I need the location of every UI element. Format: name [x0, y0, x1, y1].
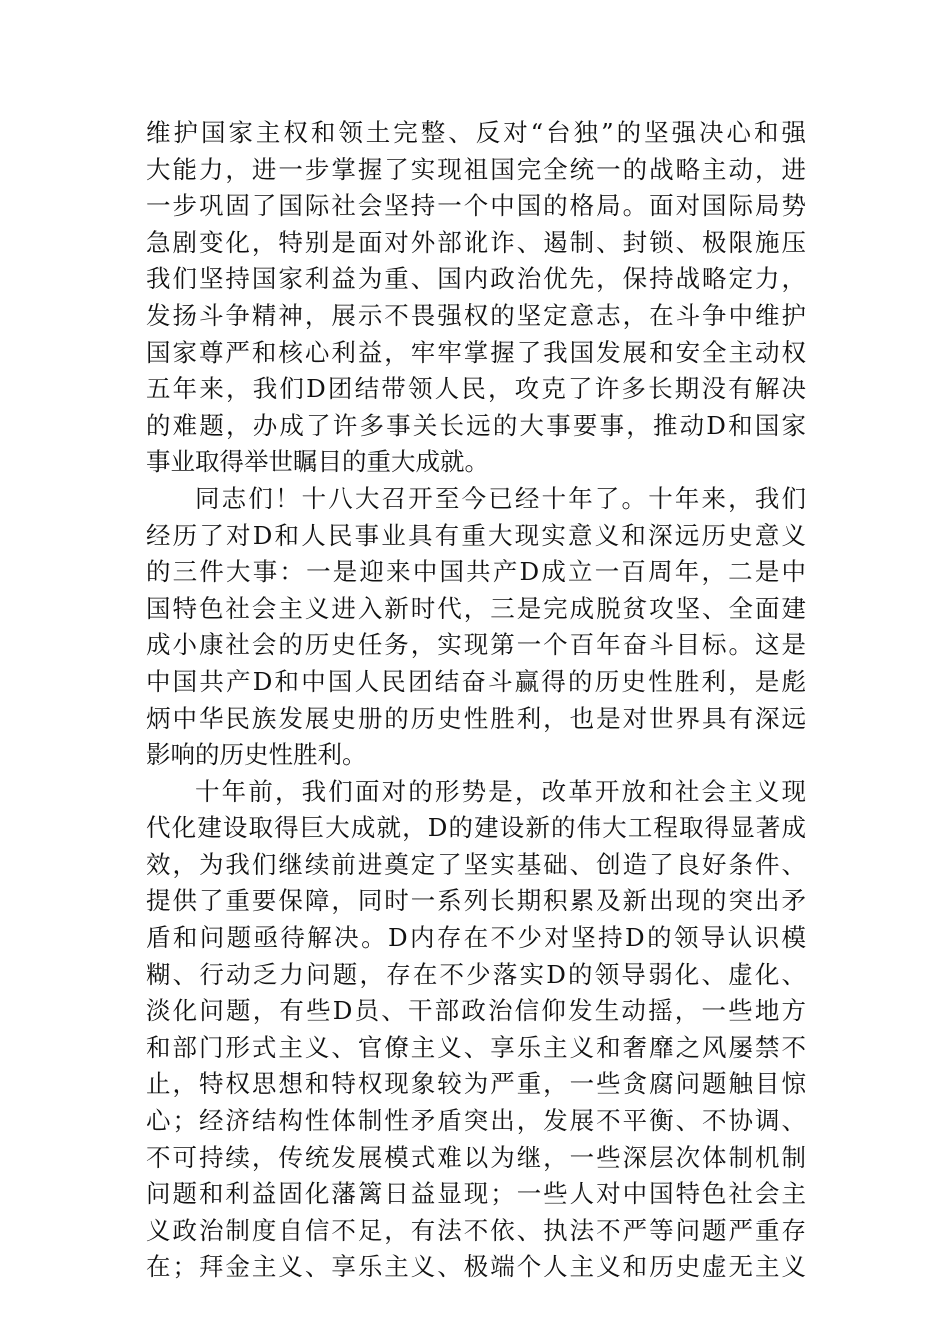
text-line: 中国共产D和中国人民团结奋斗赢得的历史性胜利，是彪	[146, 666, 806, 696]
paragraph-2	[146, 481, 806, 774]
text-line: 提供了重要保障，同时一系列长期积累及新出现的突出矛	[146, 886, 806, 916]
text-line: 和部门形式主义、官僚主义、享乐主义和奢靡之风屡禁不	[146, 1032, 806, 1062]
text-line: 同志们！十八大召开至今已经十年了。十年来，我们	[195, 483, 806, 513]
text-line: 十年前，我们面对的形势是，改革开放和社会主义现	[195, 776, 806, 806]
text-line: 心；经济结构性体制性矛盾突出，发展不平衡、不协调、	[146, 1106, 806, 1136]
text-line: 代化建设取得巨大成就，D的建设新的伟大工程取得显著成	[146, 813, 806, 843]
text-line: 急剧变化，特别是面对外部讹诈、遏制、封锁、极限施压	[146, 227, 806, 257]
text-line: 五年来，我们D团结带领人民，攻克了许多长期没有解决	[146, 374, 806, 404]
text-line: 不可持续，传统发展模式难以为继，一些深层次体制机制	[146, 1142, 806, 1172]
text-line: 止，特权思想和特权现象较为严重，一些贪腐问题触目惊	[146, 1069, 806, 1099]
document-body	[146, 115, 806, 1286]
text-line: 义政治制度自信不足，有法不依、执法不严等问题严重存	[146, 1215, 806, 1245]
text-line: 效，为我们继续前进奠定了坚实基础、创造了良好条件、	[146, 849, 806, 879]
paragraph-3	[146, 774, 806, 1286]
text-line: 成小康社会的历史任务，实现第一个百年奋斗目标。这是	[146, 630, 806, 660]
text-line: 在；拜金主义、享乐主义、极端个人主义和历史虚无主义	[146, 1252, 806, 1282]
text-line: 问题和利益固化藩篱日益显现；一些人对中国特色社会主	[146, 1179, 806, 1209]
text-line: 经历了对D和人民事业具有重大现实意义和深远历史意义	[146, 520, 806, 550]
text-line: 维护国家主权和领土完整、反对“台独”的坚强决心和强	[146, 118, 806, 147]
text-line: 发扬斗争精神，展示不畏强权的坚定意志，在斗争中维护	[146, 300, 806, 330]
text-line: 事业取得举世瞩目的重大成就。	[146, 447, 489, 477]
text-line: 一步巩固了国际社会坚持一个中国的格局。面对国际局势	[146, 191, 806, 221]
text-line: 影响的历史性胜利。	[146, 740, 367, 770]
text-line: 炳中华民族发展史册的历史性胜利，也是对世界具有深远	[146, 703, 806, 733]
text-line: 的难题，办成了许多事关长远的大事要事，推动D和国家	[146, 410, 806, 440]
text-line: 淡化问题，有些D员、干部政治信仰发生动摇，一些地方	[146, 996, 806, 1026]
paragraph-1	[146, 115, 806, 481]
text-line: 盾和问题亟待解决。D内存在不少对坚持D的领导认识模	[146, 923, 806, 953]
text-line: 的三件大事：一是迎来中国共产D成立一百周年，二是中	[146, 557, 806, 587]
text-line: 糊、行动乏力问题，存在不少落实D的领导弱化、虚化、	[146, 959, 806, 989]
text-line: 国家尊严和核心利益，牢牢掌握了我国发展和安全主动权	[146, 337, 806, 367]
text-line: 我们坚持国家利益为重、国内政治优先，保持战略定力，	[146, 264, 806, 294]
text-line: 大能力，进一步掌握了实现祖国完全统一的战略主动，进	[146, 154, 806, 184]
text-line: 国特色社会主义进入新时代，三是完成脱贫攻坚、全面建	[146, 593, 806, 623]
